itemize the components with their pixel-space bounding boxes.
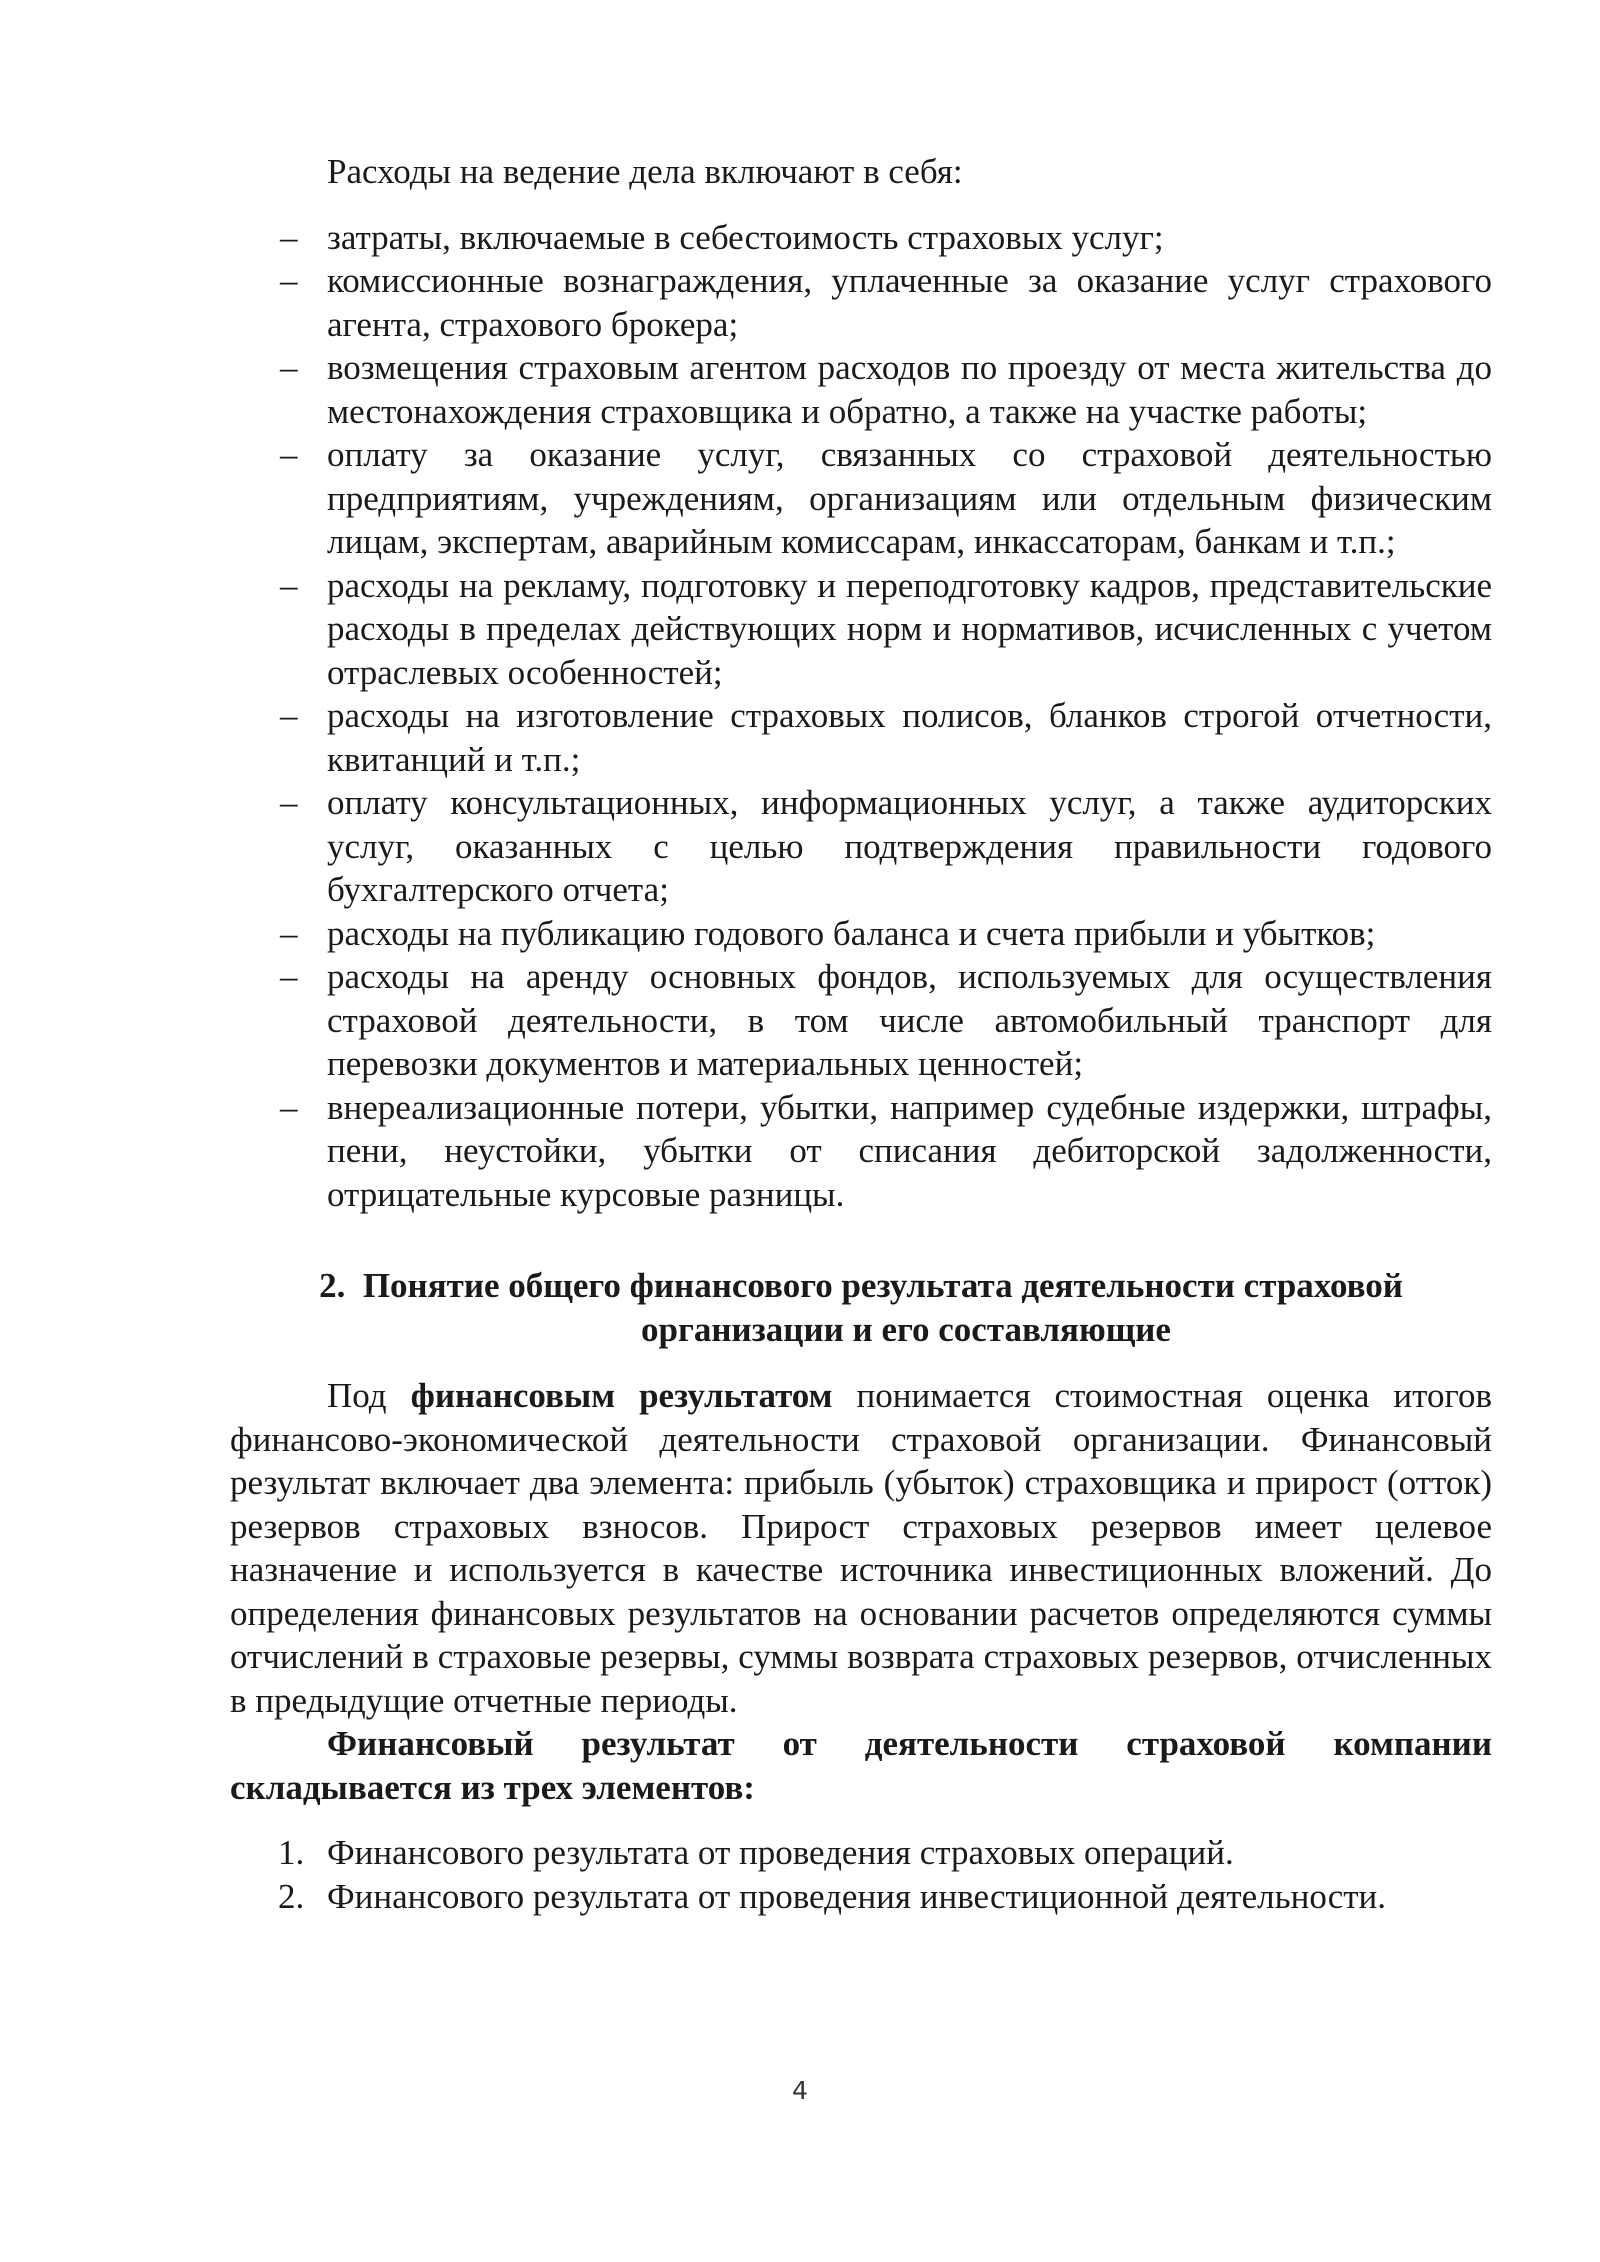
- dash-bullet: –: [280, 565, 298, 605]
- list-item: [230, 694, 1492, 781]
- dash-bullet: –: [280, 435, 298, 474]
- key-term: финансовым результатом: [410, 1376, 833, 1415]
- list-item-text: Финансового результата от проведения инвестиционной деятельности.: [327, 1876, 1387, 1916]
- list-item-text: возмещения страховым агентом расходов по проезду от места жительства до местонахождения страховщика и обратно, а также на участке работы;: [327, 348, 1492, 431]
- item-number: 1.: [278, 1833, 305, 1872]
- section-heading: [230, 1264, 1492, 1351]
- list-item-text: комиссионные вознаграждения, уплаченные за оказание услуг страхового агента, страхового брокера;: [327, 261, 1492, 344]
- list-item-text: расходы на аренду основных фондов, используемых для осуществления страховой деятельности, в том числе автомобильный транспорт для перевозки документов и материальных ценностей;: [327, 957, 1492, 1083]
- list-item-text: расходы на рекламу, подготовку и переподготовку кадров, представительские расходы в пределах действующих норм и нормативов, исчисленных с учетом отраслевых особенностей;: [327, 565, 1492, 692]
- section-number: 2.: [319, 1266, 346, 1305]
- list-item: [230, 955, 1492, 1086]
- page-content: [230, 150, 1492, 1918]
- list-item: [230, 564, 1492, 695]
- dash-bullet: –: [280, 696, 298, 735]
- list-item-text: оплату за оказание услуг, связанных со страховой деятельностью предприятиям, учреждениям, организациям или отдельным физическим лицам, экспертам, аварийным комиссарам, инкассаторам, банкам и т.п.;: [327, 435, 1492, 561]
- definition-paragraph: [230, 1374, 1492, 1722]
- list-item: [230, 1086, 1492, 1217]
- dash-bullet: –: [280, 1087, 298, 1127]
- list-item-text: расходы на изготовление страховых полисов, бланков строгой отчетности, квитанций и т.п.;: [327, 696, 1492, 779]
- dash-bullet: –: [280, 261, 298, 300]
- list-item-text: оплату консультационных, информационных услуг, а также аудиторских услуг, оказанных с целью подтверждения правильности годового бухгалтерского отчета;: [327, 783, 1492, 909]
- list-item: [230, 1831, 1492, 1875]
- list-item: [230, 259, 1492, 346]
- list-item-text: расходы на публикацию годового баланса и счета прибыли и убытков;: [327, 913, 1376, 953]
- dash-bullet: –: [280, 957, 298, 996]
- intro-text: Расходы на ведение дела включают в себя:: [327, 152, 963, 191]
- list-item: [230, 1875, 1492, 1919]
- list-item: [230, 781, 1492, 912]
- paragraph-body: понимается стоимостная оценка итогов финансово-экономической деятельности страховой организации. Финансовый результат включает два элемента: прибыль (убыток) страховщика и прирост (отток) резервов страховых взносов. Прирост страховых резервов имеет целевое назначение и используется в качестве источника инвестиционных вложений. До определения финансовых результатов на основании расчетов определяются суммы отчислений в страховые резервы, суммы возврата страховых резервов, отчисленных в предыдущие отчетные периоды.: [230, 1376, 1493, 1720]
- paragraph-lead: Под: [327, 1376, 411, 1415]
- dash-bullet: –: [280, 783, 298, 822]
- page-number: 4: [792, 2076, 808, 2105]
- list-item: [230, 346, 1492, 433]
- list-item-text: затраты, включаемые в себестоимость страховых услуг;: [327, 217, 1164, 257]
- elements-list: [230, 1831, 1492, 1918]
- list-item: [230, 216, 1492, 260]
- section-title-part-1: Понятие общего финансового результата деятельности страховой: [362, 1266, 1403, 1305]
- dash-bullet: –: [280, 348, 298, 387]
- list-item: [230, 433, 1492, 564]
- section-heading-line-1: [230, 1264, 1492, 1308]
- dash-bullet: –: [280, 913, 298, 953]
- list-item-text: Финансового результата от проведения страховых операций.: [327, 1833, 1234, 1872]
- bold-statement: Финансовый результат от деятельности страховой компании складывается из трех элементов:: [230, 1724, 1492, 1807]
- list-item: [230, 912, 1492, 956]
- list-item-text: внереализационные потери, убытки, например судебные издержки, штрафы, пени, неустойки, убытки от списания дебиторской задолженности, отрицательные курсовые разницы.: [327, 1087, 1492, 1214]
- item-number: 2.: [278, 1876, 305, 1916]
- dash-bullet: –: [280, 217, 298, 257]
- expenses-list: [230, 216, 1492, 1217]
- section-title-part-2: организации и его составляющие: [641, 1309, 1171, 1349]
